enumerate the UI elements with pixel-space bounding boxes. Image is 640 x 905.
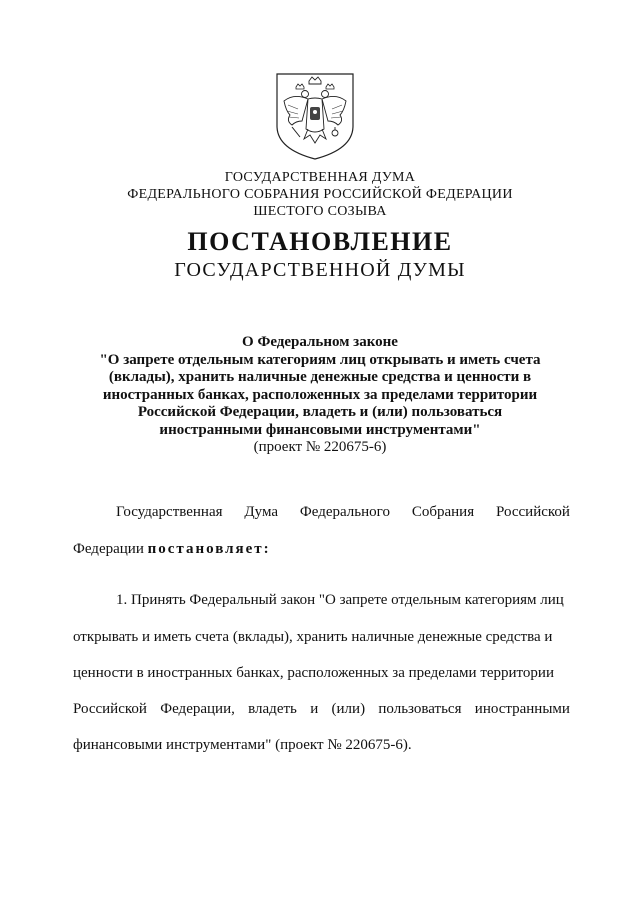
resolution-subject [60, 334, 580, 457]
preamble-line-2 [73, 541, 570, 558]
resolves-keyword: постановляет: [147, 541, 271, 557]
item-word: пользоваться [378, 701, 462, 717]
org-line-convocation: ШЕСТОГО СОЗЫВА [253, 204, 387, 219]
subject-line: "О запрете отдельным категориям лиц открывать и иметь счета [99, 351, 541, 368]
item-line: 1. Принять Федеральный закон "О запрете отдельным категориям лиц [116, 592, 564, 608]
preamble-federation: Федерации [73, 541, 144, 557]
preamble-word: Дума [244, 504, 279, 520]
document-subtitle: ГОСУДАРСТВЕННОЙ ДУМЫ [174, 259, 466, 281]
org-line-federal-assembly: ФЕДЕРАЛЬНОГО СОБРАНИЯ РОССИЙСКОЙ ФЕДЕРАЦИИ [127, 187, 513, 202]
subject-line: О Федеральном законе [242, 334, 398, 350]
item-line: финансовыми инструментами" (проект № 220675-6). [73, 737, 412, 753]
document-title: ПОСТАНОВЛЕНИЕ [187, 227, 453, 256]
item-word: владеть [248, 701, 297, 717]
preamble-word: Российской [496, 504, 570, 520]
coat-of-arms-emblem [274, 71, 356, 161]
item-word: иностранными [474, 701, 570, 717]
subject-line: Российской Федерации, владеть и (или) пользоваться [137, 404, 503, 420]
subject-line: иностранных банках, расположенных за пределами территории [102, 386, 538, 403]
item-word: Российской [73, 701, 147, 717]
subject-line: иностранными финансовыми инструментами" [159, 421, 481, 438]
item-word: (или) [331, 701, 366, 717]
subject-line: (вклады), хранить наличные денежные средства и ценности в [108, 369, 532, 385]
item-word: Федерации, [160, 701, 235, 717]
preamble-word: Собрания [411, 504, 475, 520]
preamble-word: Федерального [299, 504, 390, 520]
preamble-word: Государственная [116, 504, 223, 520]
org-line-duma: ГОСУДАРСТВЕННАЯ ДУМА [224, 170, 416, 185]
project-number: (проект № 220675-6) [253, 439, 387, 455]
item-line: ценности в иностранных банках, расположенных за пределами территории [73, 665, 554, 681]
item-line: открывать и иметь счета (вклады), хранить наличные денежные средства и [73, 629, 553, 645]
item-word: и [310, 701, 319, 717]
preamble-line-1 [116, 504, 570, 521]
item-line [73, 701, 570, 718]
